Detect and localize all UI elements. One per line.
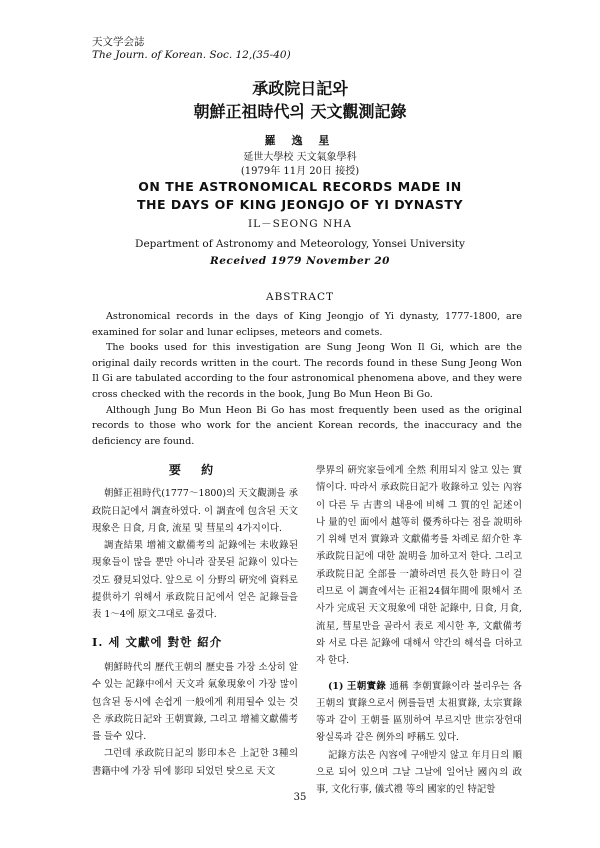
english-author: IL－SEONG NHA: [248, 218, 352, 230]
journal-name: 天文学会誌: [92, 36, 145, 48]
abstract-paragraph: Although Jung Bo Mun Heon Bi Go has most frequently been used as the original records to those who work for the ancient Korean records, the inaccuracy and the deficiency are found.: [92, 404, 522, 447]
body-paragraph: 그런데 承政院日記의 影印本은 上記한 3種의 書籍中에 가장 뒤에 影印 되었던 탓으로 天文: [92, 748, 298, 777]
right-column: [316, 462, 522, 799]
abstract-paragraph: The books used for this investigation are Sung Jeong Won Il Gi, which are the original daily records written in the court. The records found in these Sung Jeong Won Il Gi are tabulated according to the four astronomical phenomena above, and they were cross checked with the records in the book, Jung Bo Mun Heon Bi Go.: [92, 342, 522, 400]
body-paragraph: 朝鮮時代의 歷代王朝의 歷史를 가장 소상히 알수 있는 記錄中에서 天文과 氣象現象이 가장 많이 包含된 동시에 손쉽게 一般에게 利用될수 있는 것은 承政院日記와 王朝實錄, 그리고 增補文獻備考를 들수 있다.: [92, 661, 298, 743]
body-paragraph: 記錄方法은 內容에 구애받지 않고 年月日의 順으로 되어 있으며 그날 그날에 일어난 國內의 政事, 文化行事, 儀式禮 等의 國家的인 特記할: [316, 749, 522, 796]
received-date: Received 1979 November 20: [210, 255, 390, 267]
body-paragraph: 學界의 硏究家들에게 全然 利用되지 않고 있는 實情이다. 따라서 承政院日記가 收錄하고 있는 內容이 다른 두 古書의 내용에 비해 그 質的인 記述이나 量的인 面에서 越等히 優秀하다는 점을 說明하기 위해 먼저 實錄과 文獻備考를 차례로 紹介한 후 承政院日記에 대한 說明을 加하고저 한다. 그리고 承政院日記 全部를 一讀하려면 長久한 時日이 걸리므로 이 調査에서는 正祖24個年間에 限해서 조사가 完成된 天文現象에 대한 記錄中, 日食, 月食, 流星, 彗星만을 골라서 表로 제시한 후, 文獻備考와 서로 다른 記錄에 대해서 약간의 해석을 더하고자 한다.: [316, 465, 522, 667]
subsection-label: (1) 王朝實錄: [328, 680, 387, 692]
journal-header: [92, 36, 291, 62]
left-column: [92, 462, 298, 780]
english-title-line2: THE DAYS OF KING JEONGJO OF YI DYNASTY: [136, 197, 464, 212]
korean-title-line1: 承政院日記와: [252, 79, 348, 98]
page-number: 35: [293, 792, 307, 803]
subsection-text: 通稱 李朝實錄이라 불리우는 各王朝의 實錄으로서 例를들면 太祖實錄, 太宗實錄 等과 같이 王朝를 區別하여 부르지만 世宗장헌대왕실록과 같은 例外의 呼稱도 있다.: [316, 680, 522, 744]
abstract-paragraph: Astronomical records in the days of King Jeongjo of Yi dynasty, 1777-1800, are examined for solar and lunar eclipses, meteors and comets.: [92, 311, 522, 338]
korean-author: 羅 逸 星: [264, 134, 336, 147]
journal-citation: The Journ. of Korean. Soc. 12,(35-40): [92, 49, 291, 61]
section-heading: Ⅰ. 세 文獻에 對한 紹介: [92, 634, 223, 649]
english-title-line1: ON THE ASTRONOMICAL RECORDS MADE IN: [138, 179, 462, 194]
korean-affiliation: 延世大學校 天文氣象學科: [243, 152, 357, 163]
subsection-paragraph: [316, 678, 522, 747]
accepted-date: (1979年 11月 20日 接授): [240, 166, 360, 177]
body-paragraph: 調査結果 增補文獻備考의 記錄에는 未收錄된 現象들이 많을 뿐만 아니라 잘못된 記錄이 있다는 것도 發見되었다. 앞으로 이 分野의 硏究에 資料로 提供하기 위해서 承政院日記에서 얻은 記錄들을 表 1～4에 原文그대로 옮겼다.: [92, 540, 298, 621]
abstract-heading: ABSTRACT: [265, 291, 335, 303]
abstract-body: [92, 309, 522, 449]
korean-title-line2: 朝鮮正祖時代의 天文觀測記錄: [193, 102, 407, 121]
body-paragraph: 朝鮮正祖時代(1777～1800)의 天文觀測을 承政院日記에서 調査하였다. 이 調査에 包含된 天文現象은 日食, 月食, 流星 및 彗星의 4가지이다.: [92, 488, 298, 534]
english-affiliation: Department of Astronomy and Meteorology, Yonsei University: [135, 238, 465, 250]
summary-heading: 要 約: [168, 463, 222, 477]
